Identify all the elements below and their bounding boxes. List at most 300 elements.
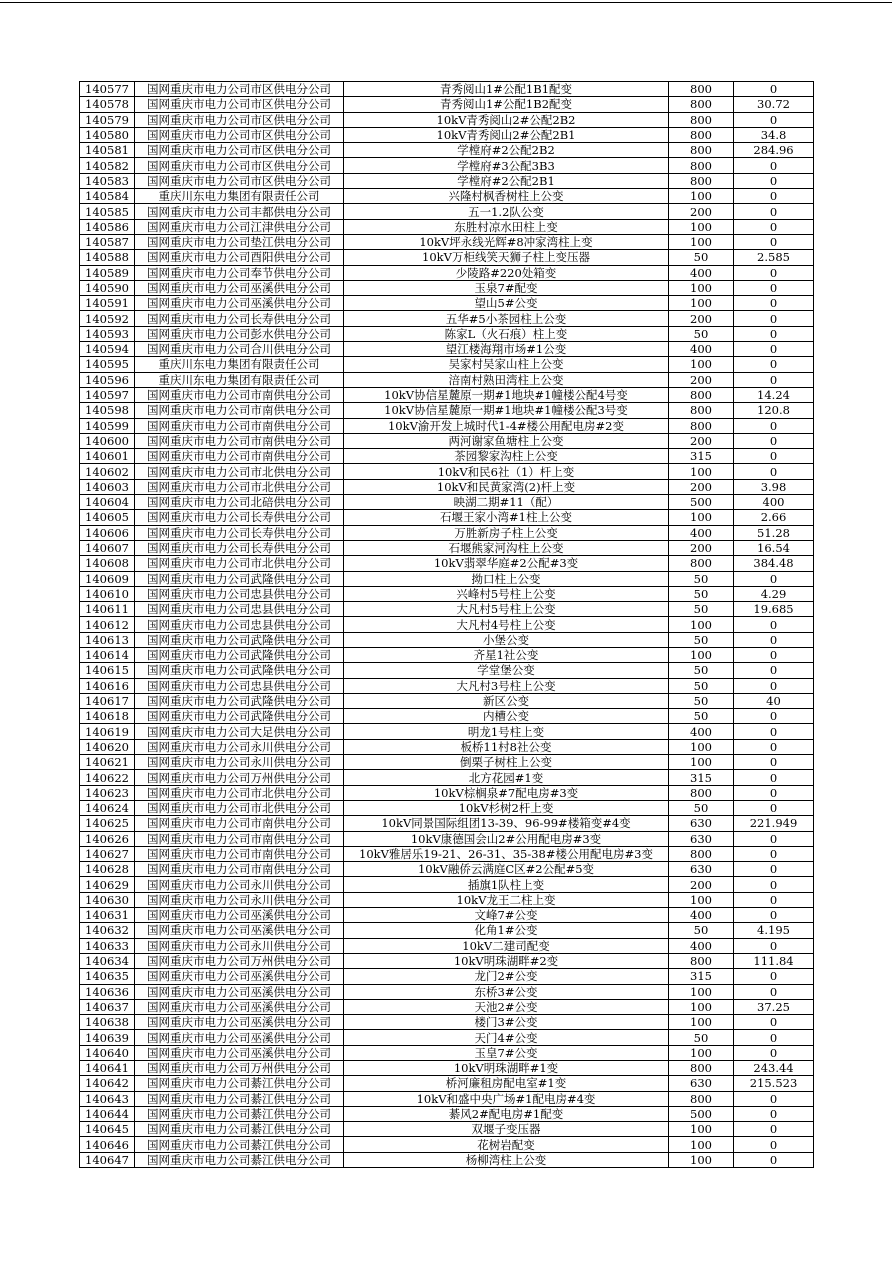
cell-capacity: 50 [669,1030,734,1045]
cell-id: 140595 [80,357,135,372]
cell-capacity: 100 [669,984,734,999]
cell-capacity: 100 [669,296,734,311]
cell-capacity: 100 [669,1045,734,1060]
cell-capacity: 800 [669,556,734,571]
cell-capacity: 800 [669,82,734,97]
cell-capacity: 100 [669,647,734,662]
table-row [80,647,814,662]
cell-name: 10kV雅居乐19-21、26-31、35-38#楼公用配电房#3变 [344,846,669,861]
table-row [80,785,814,800]
cell-value: 120.8 [734,403,814,418]
cell-value: 0 [734,908,814,923]
table-row [80,143,814,158]
cell-name: 10kV杉树2杆上变 [344,800,669,815]
cell-capacity: 200 [669,204,734,219]
cell-name: 10kV协信星麓原一期#1地块#1幢楼公配3号变 [344,403,669,418]
cell-capacity: 100 [669,280,734,295]
table-row [80,265,814,280]
cell-name: 10kV坪永线光辉#8冲家湾柱上变 [344,234,669,249]
cell-id: 140613 [80,632,135,647]
cell-company: 国网重庆市电力公司市南供电分公司 [135,846,344,861]
table-row [80,158,814,173]
cell-id: 140608 [80,556,135,571]
cell-company: 国网重庆市电力公司綦江供电分公司 [135,1091,344,1106]
cell-value: 0 [734,1030,814,1045]
cell-id: 140583 [80,173,135,188]
cell-company: 国网重庆市电力公司市北供电分公司 [135,556,344,571]
cell-name: 杨柳湾柱上公变 [344,1152,669,1167]
cell-id: 140604 [80,495,135,510]
cell-capacity: 800 [669,158,734,173]
cell-id: 140605 [80,510,135,525]
cell-name: 10kV和盛中央广场#1配电房#4变 [344,1091,669,1106]
table-row [80,999,814,1014]
cell-value: 0 [734,357,814,372]
table-row [80,800,814,815]
cell-capacity: 50 [669,632,734,647]
cell-id: 140630 [80,892,135,907]
cell-value: 0 [734,831,814,846]
cell-value: 0 [734,219,814,234]
cell-capacity: 100 [669,999,734,1014]
cell-value: 0 [734,311,814,326]
cell-id: 140587 [80,234,135,249]
cell-capacity: 50 [669,678,734,693]
cell-value: 0 [734,296,814,311]
table-row [80,663,814,678]
cell-capacity: 800 [669,127,734,142]
table-row [80,296,814,311]
cell-name: 10kV万柜线笑天狮子柱上变压器 [344,250,669,265]
table-row [80,969,814,984]
cell-id: 140579 [80,112,135,127]
cell-id: 140592 [80,311,135,326]
table-row [80,678,814,693]
table-row [80,1091,814,1106]
table-row [80,112,814,127]
cell-name: 10kV协信星麓原一期#1地块#1幢楼公配4号变 [344,387,669,402]
cell-id: 140625 [80,816,135,831]
cell-name: 10kV同景国际组团13-39、96-99#楼箱变#4变 [344,816,669,831]
cell-company: 国网重庆市电力公司忠县供电分公司 [135,617,344,632]
cell-value: 0 [734,464,814,479]
table-row [80,97,814,112]
cell-id: 140629 [80,877,135,892]
cell-company: 国网重庆市电力公司酉阳供电分公司 [135,250,344,265]
cell-capacity: 500 [669,495,734,510]
cell-id: 140598 [80,403,135,418]
cell-capacity: 100 [669,510,734,525]
cell-name: 内槽公变 [344,709,669,724]
cell-value: 3.98 [734,479,814,494]
cell-id: 140609 [80,571,135,586]
cell-value: 19.685 [734,602,814,617]
cell-name: 倒栗子树柱上公变 [344,755,669,770]
cell-name: 望江楼海翔市场#1公变 [344,342,669,357]
cell-value: 51.28 [734,525,814,540]
table-row [80,755,814,770]
cell-capacity: 630 [669,862,734,877]
cell-company: 国网重庆市电力公司长寿供电分公司 [135,510,344,525]
cell-capacity: 50 [669,571,734,586]
cell-id: 140593 [80,326,135,341]
cell-name: 学樘府#3公配3B3 [344,158,669,173]
cell-name: 10kV明珠湖畔#2变 [344,953,669,968]
cell-id: 140584 [80,189,135,204]
cell-company: 国网重庆市电力公司武隆供电分公司 [135,632,344,647]
table-row [80,525,814,540]
cell-value: 40 [734,693,814,708]
cell-id: 140596 [80,372,135,387]
table-row [80,770,814,785]
cell-value: 34.8 [734,127,814,142]
cell-value: 0 [734,969,814,984]
cell-capacity: 630 [669,816,734,831]
cell-value: 0 [734,770,814,785]
cell-capacity: 100 [669,189,734,204]
cell-capacity: 630 [669,1076,734,1091]
cell-name: 綦风2#配电房#1配变 [344,1106,669,1121]
cell-capacity: 50 [669,923,734,938]
cell-capacity: 200 [669,877,734,892]
cell-id: 140619 [80,724,135,739]
cell-value: 384.48 [734,556,814,571]
cell-capacity: 315 [669,449,734,464]
cell-name: 10kV二建司配变 [344,938,669,953]
cell-id: 140600 [80,433,135,448]
cell-name: 大凡村4号柱上公变 [344,617,669,632]
cell-name: 10kV融侨云满庭C区#2公配#5变 [344,862,669,877]
cell-company: 国网重庆市电力公司长寿供电分公司 [135,540,344,555]
table-row [80,234,814,249]
cell-id: 140582 [80,158,135,173]
cell-id: 140621 [80,755,135,770]
table-row [80,250,814,265]
cell-value: 0 [734,632,814,647]
cell-value: 4.195 [734,923,814,938]
cell-id: 140607 [80,540,135,555]
cell-capacity: 400 [669,342,734,357]
cell-company: 国网重庆市电力公司巫溪供电分公司 [135,1030,344,1045]
cell-value: 0 [734,418,814,433]
table-row [80,540,814,555]
cell-id: 140623 [80,785,135,800]
cell-name: 望山5#公变 [344,296,669,311]
cell-value: 0 [734,433,814,448]
cell-id: 140620 [80,739,135,754]
cell-name: 10kV青秀阅山2#公配2B1 [344,127,669,142]
cell-company: 国网重庆市电力公司江津供电分公司 [135,219,344,234]
cell-company: 国网重庆市电力公司市北供电分公司 [135,479,344,494]
cell-company: 国网重庆市电力公司武隆供电分公司 [135,693,344,708]
cell-value: 30.72 [734,97,814,112]
cell-capacity: 100 [669,219,734,234]
cell-id: 140606 [80,525,135,540]
cell-name: 五华#5小茶园柱上公变 [344,311,669,326]
table-row [80,1076,814,1091]
cell-capacity: 50 [669,693,734,708]
table-body [80,82,814,1168]
cell-id: 140614 [80,647,135,662]
cell-capacity: 100 [669,1152,734,1167]
cell-company: 国网重庆市电力公司綦江供电分公司 [135,1106,344,1121]
cell-value: 284.96 [734,143,814,158]
cell-id: 140586 [80,219,135,234]
cell-name: 齐星1社公变 [344,647,669,662]
table-row [80,127,814,142]
cell-capacity: 100 [669,1015,734,1030]
cell-capacity: 50 [669,709,734,724]
cell-capacity: 100 [669,739,734,754]
cell-name: 五一1.2队公变 [344,204,669,219]
cell-id: 140642 [80,1076,135,1091]
cell-name: 玉皇7#公变 [344,1045,669,1060]
cell-name: 10kV康德国会山2#公用配电房#3变 [344,831,669,846]
cell-capacity: 200 [669,479,734,494]
table-row [80,816,814,831]
table-row [80,1122,814,1137]
cell-id: 140585 [80,204,135,219]
cell-value: 16.54 [734,540,814,555]
cell-capacity: 800 [669,1091,734,1106]
cell-capacity: 315 [669,770,734,785]
cell-company: 国网重庆市电力公司市南供电分公司 [135,449,344,464]
cell-name: 楼门3#公变 [344,1015,669,1030]
cell-capacity: 800 [669,785,734,800]
cell-capacity: 200 [669,372,734,387]
cell-name: 青秀阅山1#公配1B2配变 [344,97,669,112]
cell-value: 0 [734,204,814,219]
cell-id: 140624 [80,800,135,815]
cell-name: 10kV渝开发上城时代1-4#楼公用配电房#2变 [344,418,669,433]
cell-name: 新区公变 [344,693,669,708]
cell-id: 140647 [80,1152,135,1167]
cell-value: 0 [734,189,814,204]
cell-company: 国网重庆市电力公司市南供电分公司 [135,433,344,448]
table-row [80,617,814,632]
cell-company: 国网重庆市电力公司巫溪供电分公司 [135,923,344,938]
cell-value: 0 [734,1015,814,1030]
cell-value: 0 [734,372,814,387]
cell-value: 215.523 [734,1076,814,1091]
table-row [80,1137,814,1152]
cell-company: 国网重庆市电力公司巫溪供电分公司 [135,908,344,923]
table-row [80,387,814,402]
cell-company: 国网重庆市电力公司忠县供电分公司 [135,586,344,601]
table-row [80,724,814,739]
cell-value: 4.29 [734,586,814,601]
cell-company: 重庆川东电力集团有限责任公司 [135,372,344,387]
cell-value: 0 [734,342,814,357]
cell-value: 0 [734,846,814,861]
table-row [80,602,814,617]
cell-id: 140633 [80,938,135,953]
cell-id: 140603 [80,479,135,494]
cell-value: 0 [734,158,814,173]
cell-company: 国网重庆市电力公司巫溪供电分公司 [135,984,344,999]
cell-company: 国网重庆市电力公司垫江供电分公司 [135,234,344,249]
cell-id: 140632 [80,923,135,938]
table-row [80,571,814,586]
cell-company: 国网重庆市电力公司綦江供电分公司 [135,1122,344,1137]
table-row [80,219,814,234]
cell-capacity: 800 [669,1061,734,1076]
cell-id: 140631 [80,908,135,923]
cell-value: 0 [734,984,814,999]
cell-company: 国网重庆市电力公司市南供电分公司 [135,862,344,877]
cell-capacity: 800 [669,846,734,861]
table-row [80,204,814,219]
table-row [80,632,814,647]
cell-capacity: 500 [669,1106,734,1121]
cell-value: 0 [734,938,814,953]
cell-name: 学堂堡公变 [344,663,669,678]
cell-name: 石堰王家小湾#1柱上公变 [344,510,669,525]
cell-id: 140645 [80,1122,135,1137]
cell-id: 140641 [80,1061,135,1076]
cell-name: 青秀阅山1#公配1B1配变 [344,82,669,97]
cell-value: 0 [734,862,814,877]
table-row [80,418,814,433]
cell-name: 10kV龙王二柱上变 [344,892,669,907]
table-row [80,586,814,601]
cell-value: 111.84 [734,953,814,968]
table-row [80,1030,814,1045]
table-row [80,1152,814,1167]
table-row [80,984,814,999]
cell-capacity: 100 [669,464,734,479]
cell-value: 0 [734,82,814,97]
cell-company: 国网重庆市电力公司市区供电分公司 [135,127,344,142]
cell-id: 140588 [80,250,135,265]
cell-value: 0 [734,1106,814,1121]
cell-id: 140589 [80,265,135,280]
table-row [80,189,814,204]
cell-name: 北方花园#1变 [344,770,669,785]
cell-company: 重庆川东电力集团有限责任公司 [135,189,344,204]
cell-id: 140634 [80,953,135,968]
cell-id: 140594 [80,342,135,357]
cell-id: 140611 [80,602,135,617]
cell-company: 国网重庆市电力公司市南供电分公司 [135,831,344,846]
cell-name: 茶园黎家沟柱上公变 [344,449,669,464]
cell-name: 万胜新房子柱上公变 [344,525,669,540]
table-row [80,449,814,464]
cell-value: 0 [734,1152,814,1167]
cell-company: 国网重庆市电力公司綦江供电分公司 [135,1152,344,1167]
cell-id: 140626 [80,831,135,846]
cell-value: 0 [734,1137,814,1152]
cell-id: 140636 [80,984,135,999]
cell-company: 国网重庆市电力公司巫溪供电分公司 [135,969,344,984]
cell-name: 化角1#公变 [344,923,669,938]
cell-value: 0 [734,877,814,892]
cell-value: 0 [734,173,814,188]
cell-company: 国网重庆市电力公司万州供电分公司 [135,1061,344,1076]
page-top-rule [0,2,892,3]
cell-company: 国网重庆市电力公司巫溪供电分公司 [135,296,344,311]
cell-value: 0 [734,326,814,341]
table-row [80,357,814,372]
cell-capacity: 200 [669,311,734,326]
cell-value: 0 [734,755,814,770]
cell-name: 陈家L（火石痕）柱上变 [344,326,669,341]
cell-capacity: 200 [669,540,734,555]
cell-value: 0 [734,234,814,249]
cell-value: 2.585 [734,250,814,265]
cell-name: 东胜村凉水田柱上变 [344,219,669,234]
cell-name: 学樘府#2公配2B2 [344,143,669,158]
cell-value: 0 [734,280,814,295]
cell-capacity: 100 [669,357,734,372]
cell-company: 国网重庆市电力公司巫溪供电分公司 [135,1045,344,1060]
cell-id: 140610 [80,586,135,601]
cell-id: 140628 [80,862,135,877]
cell-company: 国网重庆市电力公司大足供电分公司 [135,724,344,739]
table-row [80,326,814,341]
cell-name: 10kV翡翠华庭#2公配#3变 [344,556,669,571]
table-row [80,846,814,861]
cell-company: 国网重庆市电力公司市区供电分公司 [135,82,344,97]
cell-capacity: 200 [669,433,734,448]
cell-capacity: 800 [669,112,734,127]
cell-id: 140590 [80,280,135,295]
cell-name: 文峰7#公变 [344,908,669,923]
cell-name: 学樘府#2公配2B1 [344,173,669,188]
cell-id: 140646 [80,1137,135,1152]
cell-id: 140618 [80,709,135,724]
cell-id: 140581 [80,143,135,158]
cell-capacity: 50 [669,602,734,617]
cell-name: 花树岩配变 [344,1137,669,1152]
cell-company: 国网重庆市电力公司长寿供电分公司 [135,525,344,540]
table-row [80,923,814,938]
cell-company: 国网重庆市电力公司市区供电分公司 [135,173,344,188]
cell-id: 140591 [80,296,135,311]
cell-company: 国网重庆市电力公司丰都供电分公司 [135,204,344,219]
cell-name: 大凡村3号柱上公变 [344,678,669,693]
table-row [80,280,814,295]
cell-capacity: 800 [669,953,734,968]
cell-value: 0 [734,647,814,662]
table-row [80,892,814,907]
cell-company: 国网重庆市电力公司万州供电分公司 [135,770,344,785]
table-row [80,709,814,724]
cell-name: 映湖二期#11（配） [344,495,669,510]
cell-company: 国网重庆市电力公司北碚供电分公司 [135,495,344,510]
cell-name: 拗口柱上公变 [344,571,669,586]
table-row [80,693,814,708]
cell-value: 0 [734,617,814,632]
table-row [80,82,814,97]
cell-capacity: 400 [669,908,734,923]
cell-id: 140635 [80,969,135,984]
cell-name: 桥河廉租房配电室#1变 [344,1076,669,1091]
cell-id: 140638 [80,1015,135,1030]
cell-id: 140580 [80,127,135,142]
table-row [80,173,814,188]
cell-capacity: 100 [669,1137,734,1152]
cell-capacity: 50 [669,586,734,601]
cell-value: 0 [734,800,814,815]
cell-company: 重庆川东电力集团有限责任公司 [135,357,344,372]
cell-id: 140597 [80,387,135,402]
cell-name: 10kV青秀阅山2#公配2B2 [344,112,669,127]
cell-company: 国网重庆市电力公司永川供电分公司 [135,739,344,754]
cell-name: 板桥11村8社公变 [344,739,669,754]
cell-company: 国网重庆市电力公司巫溪供电分公司 [135,1015,344,1030]
cell-capacity: 50 [669,800,734,815]
